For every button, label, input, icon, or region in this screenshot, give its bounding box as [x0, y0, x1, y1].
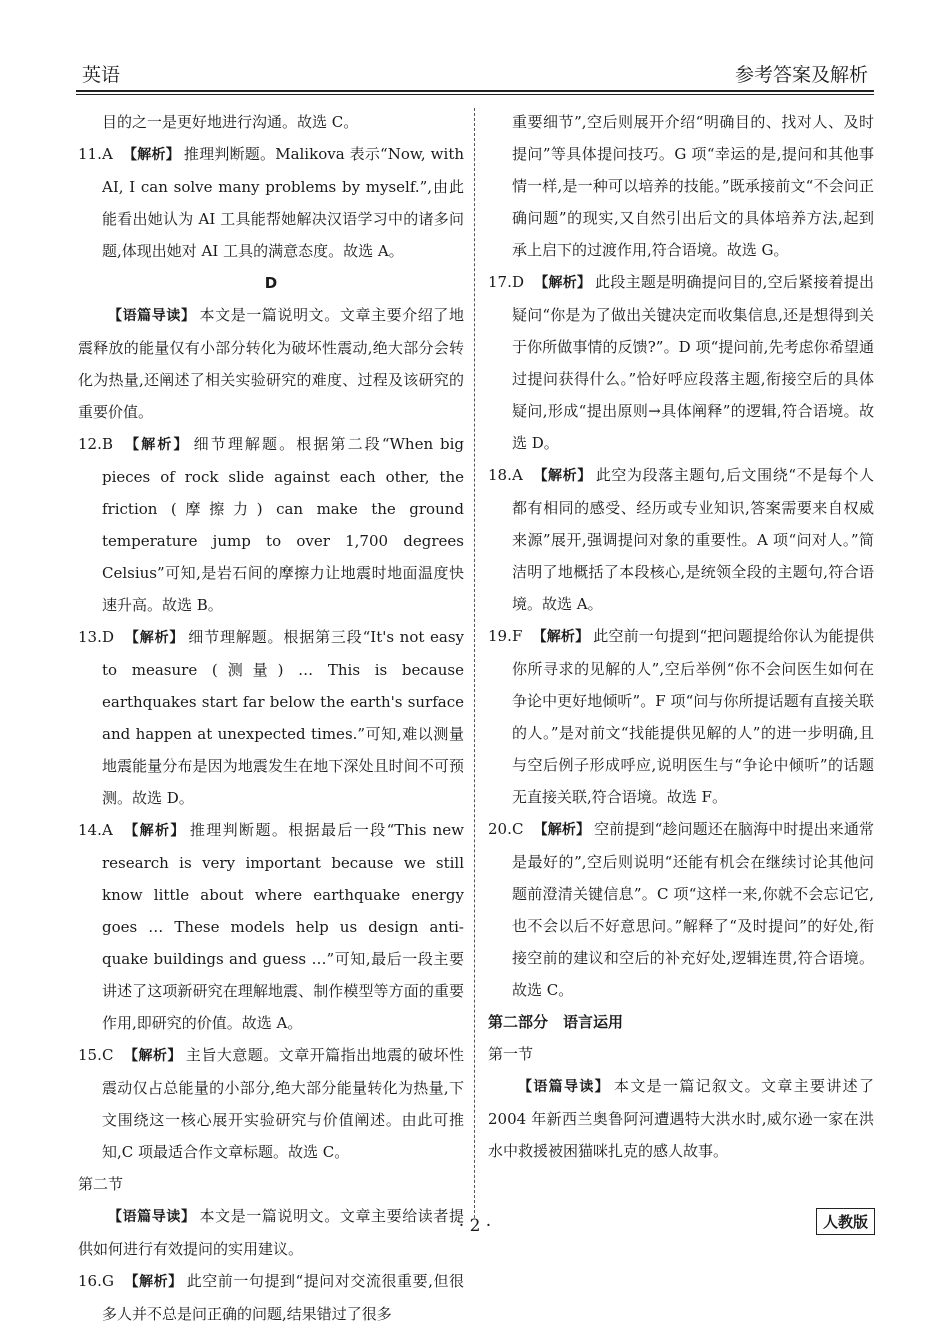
analysis-text: 细节理解题。根据第二段“When big pieces of rock slide against each other, the friction (摩擦力) can make the ground temperature jump to over 1,700 degrees Celsius”可知,是岩石间的摩擦力让地震时地面温度快速升高。故选 B。 [102, 435, 464, 614]
subject-title: 英语 [82, 64, 121, 86]
header-rule-thin [76, 94, 874, 95]
intro-tag: 【语篇导读】 [518, 1079, 610, 1095]
item-number: 14. [78, 821, 102, 839]
page-header [76, 58, 874, 92]
intro-tag: 【语篇导读】 [108, 1209, 196, 1225]
analysis-tag: 【解析】 [532, 629, 590, 645]
answer-item-13 [78, 621, 464, 814]
analysis-tag: 【解析】 [124, 630, 185, 646]
item-number: 15. [78, 1046, 102, 1064]
answer-letter: A [102, 821, 113, 839]
right-column [488, 106, 874, 1167]
analysis-text: 推理判断题。根据最后一段“This new research is very important because we still know little about where earthquake energy goes … These models help us design anti-quake buildings and guess …”可知,最后一段主要讲述了这项新研究在理解地震、制作模型等方面的重要作用,即研究的价值。故选 A。 [102, 821, 464, 1032]
answer-letter: D [512, 273, 525, 291]
answer-item-19 [488, 620, 874, 813]
answer-item-18 [488, 459, 874, 620]
doc-type-title: 参考答案及解析 [734, 64, 868, 86]
item-number: 12. [78, 435, 102, 453]
answer-item-12 [78, 428, 464, 621]
item-number: 20. [488, 820, 512, 838]
part-heading: 第二部分 语言运用 [488, 1013, 624, 1031]
item-number: 13. [78, 628, 102, 646]
item-number: 17. [488, 273, 512, 291]
analysis-tag: 【解析】 [123, 437, 190, 453]
answer-item-14 [78, 814, 464, 1039]
section-heading-d: D [264, 274, 278, 292]
item-number: 11. [78, 145, 102, 163]
answer-letter: G [102, 1272, 114, 1290]
analysis-tag: 【解析】 [123, 1048, 182, 1064]
analysis-tag: 【解析】 [534, 275, 592, 291]
page-number: · 2 · [458, 1216, 492, 1236]
answer-item-15 [78, 1039, 464, 1168]
intro-text: 本文是一篇记叙文。文章主要讲述了 2004 年新西兰奥鲁阿河遭遇特大洪水时,威尔逊一家在洪水中救援被困猫咪扎克的感人故事。 [488, 1077, 874, 1160]
item-number: 18. [488, 466, 512, 484]
answer-item-11 [78, 138, 464, 267]
item-number: 16. [78, 1272, 102, 1290]
answer-letter: C [102, 1046, 114, 1064]
answer-letter: B [102, 435, 114, 453]
intro-text: 本文是一篇说明文。文章主要给读者提供如何进行有效提问的实用建议。 [78, 1207, 464, 1258]
analysis-text: 此段主题是明确提问目的,空后紧接着提出疑问“你是为了做出关键决定而收集信息,还是想得到关于你所做事情的反馈?”。D 项“提问前,先考虑你希望通过提问获得什么。”恰好呼应段落主题,衔接空后的具体疑问,形成“提出原则→具体阐释”的逻辑,符合语境。故选 D。 [512, 273, 875, 452]
analysis-text: 此空为段落主题句,后文围绕“不是每个人都有相同的感受、经历或专业知识,答案需要来自权威来源”展开,强调提问对象的重要性。A 项“问对人。”简洁明了地概括了本段核心,是统领全段的主题句,符合语境。故选 A。 [512, 466, 874, 613]
answer-item-16 [78, 1265, 464, 1330]
answer-letter: A [512, 466, 523, 484]
analysis-text: 推理判断题。Malikova 表示“Now, with AI, I can solve many problems by myself.”,由此能看出她认为 AI 工具能帮她解决汉语学习中的诸多问题,体现出她对 AI 工具的满意态度。故选 A。 [102, 145, 465, 260]
answer-letter: C [512, 820, 524, 838]
answer-item-16-continued: 重要细节”,空后则展开介绍“明确目的、找对人、及时提问”等具体提问技巧。G 项“幸运的是,提问和其他事情一样,是一种可以培养的技能。”既承接前文“不会问正确问题”的现实,又自然引出后文的具体培养方法,起到承上启下的过渡作用,符合语境。故选 G。 [512, 113, 874, 259]
analysis-text: 主旨大意题。文章开篇指出地震的破坏性震动仅占总能量的小部分,绝大部分能量转化为热量,下文围绕这一核心展开实验研究与价值阐述。由此可推知,C 项最适合作文章标题。故选 C。 [102, 1046, 464, 1161]
analysis-tag: 【解析】 [532, 468, 592, 484]
passage-intro-d [78, 299, 464, 428]
analysis-text: 此空前一句提到“提问对交流很重要,但很多人并不总是问正确的问题,结果错过了很多 [102, 1272, 464, 1323]
intro-text: 本文是一篇说明文。文章主要介绍了地震释放的能量仅有小部分转化为破坏性震动,绝大部分会转化为热量,还阐述了相关实验研究的难度、过程及该研究的重要价值。 [78, 306, 464, 421]
column-divider [474, 108, 475, 1218]
section-heading-1: 第一节 [488, 1045, 534, 1063]
analysis-text: 空前提到“趁问题还在脑海中时提出来通常是最好的”,空后则说明“还能有机会在继续讨论其他问题前澄清关键信息”。C 项“这样一来,你就不会忘记它,也不会以后不好意思问。”解释了“及时提问”的好处,衔接空前的建议和空后的补充好处,逻辑连贯,符合语境。故选 C。 [512, 820, 875, 999]
answer-letter: D [102, 628, 115, 646]
continued-line: 目的之一是更好地进行沟通。故选 C。 [102, 113, 359, 131]
answer-letter: F [512, 627, 523, 645]
analysis-tag: 【解析】 [123, 1274, 183, 1290]
edition-badge: 人教版 [816, 1208, 875, 1235]
analysis-text: 此空前一句提到“把问题提给你认为能提供你所寻求的见解的人”,空后举例“你不会问医生如何在争论中更好地倾听”。F 项“问与你所提话题有直接关联的人。”是对前文“找能提供见解的人”的进一步明确,且与空后例子形成呼应,说明医生与“争论中倾听”的话题无直接关联,符合语境。故选 F。 [512, 627, 875, 806]
answer-letter: A [102, 145, 113, 163]
answer-item-20 [488, 813, 874, 1006]
header-rule-thick [76, 90, 874, 92]
left-column [78, 106, 464, 1330]
intro-tag: 【语篇导读】 [108, 308, 196, 324]
analysis-text: 细节理解题。根据第三段“It's not easy to measure (测量) … This is because earthquakes start far below the earth's surface and happen at unexpected times.”可知,难以测量地震能量分布是因为地震发生在地下深处且时间不可预测。故选 D。 [102, 628, 464, 807]
answer-item-17 [488, 266, 874, 459]
analysis-tag: 【解析】 [533, 822, 591, 838]
passage-intro-part2 [488, 1070, 874, 1167]
item-number: 19. [488, 627, 512, 645]
analysis-tag: 【解析】 [122, 147, 180, 163]
section-heading-2: 第二节 [78, 1175, 124, 1193]
analysis-tag: 【解析】 [122, 823, 186, 839]
